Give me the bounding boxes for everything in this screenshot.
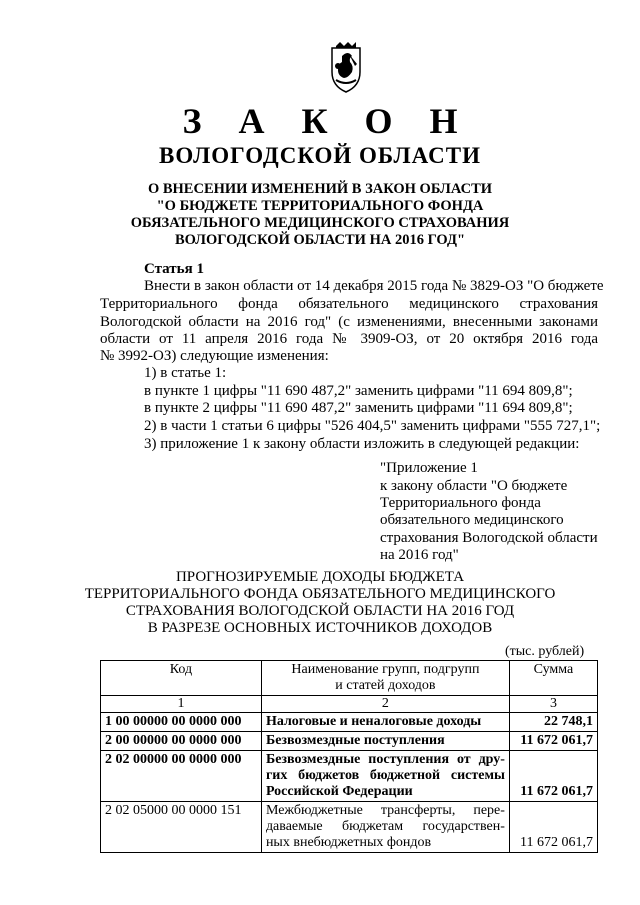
col-number: 1 (101, 696, 262, 713)
paragraph-line: № 3992-ОЗ) следующие изменения: (100, 348, 329, 364)
row-name: Безвозмездные поступления от дру- гих бюджетов бюджетной системы Российской Федерации (261, 751, 509, 802)
paragraph-line: Внести в закон области от 14 декабря 2015 года № 3829-ОЗ "О бюджете (144, 278, 604, 294)
row-sum: 11 672 061,7 (509, 802, 597, 853)
table-row (101, 713, 598, 732)
col-number: 2 (261, 696, 509, 713)
list-item: в пункте 1 цифры "11 690 487,2" заменить цифрами "11 694 809,8"; (144, 383, 573, 399)
list-item: 2) в части 1 статьи 6 цифры "526 404,5" заменить цифрами "555 727,1"; (144, 418, 601, 434)
appendix-line: к закону области "О бюджете (380, 478, 568, 494)
table-row (101, 732, 598, 751)
table-title-line: ПРОГНОЗИРУЕМЫЕ ДОХОДЫ БЮДЖЕТА (175, 569, 465, 585)
row-name: Межбюджетные трансферты, пере- даваемые бюджетам государствен- ных внебюджетных фондов (261, 802, 509, 853)
paragraph-line: Территориального фонда обязательного медицинского страхования (100, 296, 598, 312)
row-sum: 11 672 061,7 (509, 732, 597, 751)
subtitle-line: "О БЮДЖЕТЕ ТЕРРИТОРИАЛЬНОГО ФОНДА (156, 198, 484, 214)
table-row (101, 802, 598, 853)
header-code: Код (101, 661, 262, 696)
column-number-row (101, 696, 598, 713)
table-title-line: ТЕРРИТОРИАЛЬНОГО ФОНДА ОБЯЗАТЕЛЬНОГО МЕДИЦИНСКОГО (84, 586, 556, 602)
region-title: ВОЛОГОДСКОЙ ОБЛАСТИ (159, 143, 481, 168)
appendix-line: страхования Вологодской области (380, 530, 598, 546)
appendix-line: "Приложение 1 (380, 460, 478, 476)
subtitle-line: ВОЛОГОДСКОЙ ОБЛАСТИ НА 2016 ГОД" (174, 232, 466, 248)
header-name: Наименование групп, подгрупп и статей доходов (261, 661, 509, 696)
row-sum: 11 672 061,7 (509, 751, 597, 802)
table-header-row (101, 661, 598, 696)
appendix-line: Территориального фонда (380, 495, 541, 511)
article-heading: Статья 1 (144, 261, 204, 277)
appendix-line: обязательного медицинского (380, 512, 564, 528)
appendix-line: на 2016 год" (380, 547, 459, 563)
table-row (101, 751, 598, 802)
coat-of-arms-icon (322, 42, 370, 94)
list-item: в пункте 2 цифры "11 690 487,2" заменить цифрами "11 694 809,8"; (144, 400, 573, 416)
row-code: 1 00 00000 00 0000 000 (101, 713, 262, 732)
units-label: (тыс. рублей) (505, 644, 585, 659)
list-item: 3) приложение 1 к закону области изложить в следующей редакции: (144, 436, 580, 452)
col-number: 3 (509, 696, 597, 713)
subtitle-line: О ВНЕСЕНИИ ИЗМЕНЕНИЙ В ЗАКОН ОБЛАСТИ (147, 181, 493, 197)
row-code: 2 02 00000 00 0000 000 (101, 751, 262, 802)
header-sum: Сумма (509, 661, 597, 696)
row-code: 2 02 05000 00 0000 151 (101, 802, 262, 853)
row-code: 2 00 00000 00 0000 000 (101, 732, 262, 751)
row-name: Безвозмездные поступления (261, 732, 509, 751)
list-item: 1) в статье 1: (144, 365, 227, 381)
subtitle-line: ОБЯЗАТЕЛЬНОГО МЕДИЦИНСКОГО СТРАХОВАНИЯ (130, 215, 510, 231)
paragraph-line: области от 11 апреля 2016 года № 3909-ОЗ, от 20 октября 2016 года (100, 331, 598, 347)
table-title-line: В РАЗРЕЗЕ ОСНОВНЫХ ИСТОЧНИКОВ ДОХОДОВ (147, 620, 493, 636)
paragraph-line: Вологодской области на 2016 год" (с изменениями, внесенными законами (100, 314, 598, 330)
row-sum: 22 748,1 (509, 713, 597, 732)
document-type-title: З А К О Н (182, 101, 472, 141)
row-name: Налоговые и неналоговые доходы (261, 713, 509, 732)
table-title-line: СТРАХОВАНИЯ ВОЛОГОДСКОЙ ОБЛАСТИ НА 2016 ГОД (125, 603, 515, 619)
income-table (100, 660, 598, 853)
